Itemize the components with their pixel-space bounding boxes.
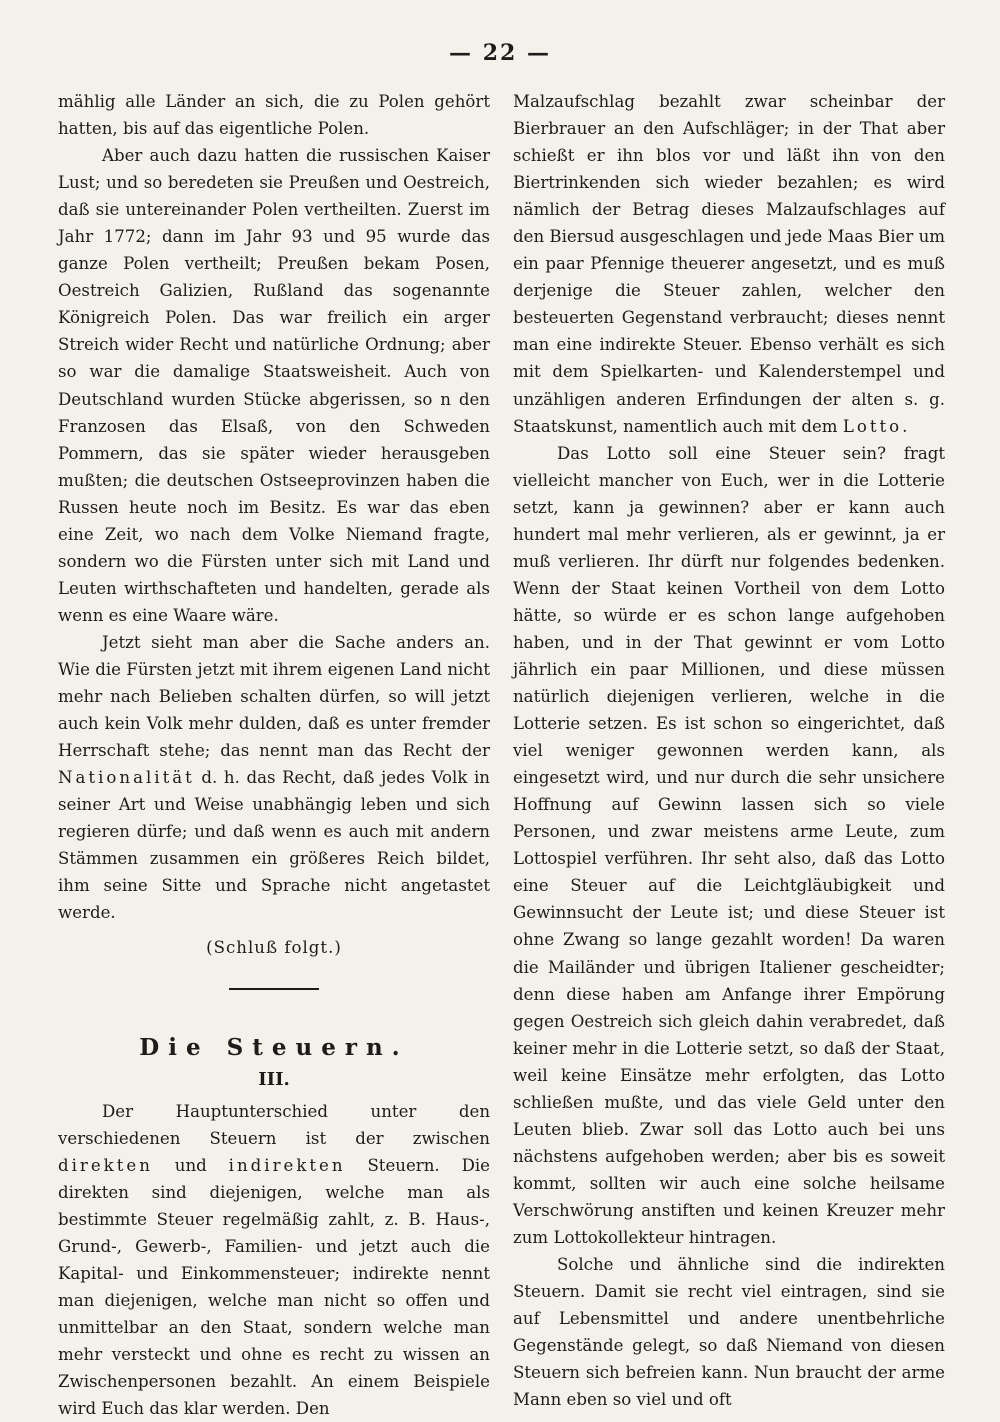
- paragraph-nationality: [58, 629, 490, 927]
- tax-types-und: und: [153, 1156, 229, 1175]
- nationality-term: Nationalität: [58, 768, 195, 787]
- term-direct: direkten: [58, 1156, 153, 1175]
- term-lotto: Lotto: [843, 417, 902, 436]
- paragraph-partition-of-poland: Aber auch dazu hatten die russischen Kaiser Lust; und so beredeten sie Preußen und Oestreich, daß sie untereinander Polen vertheilten. Zuerst im Jahr 1772; dann im Jahr 93 und 95 wurde das ganze Polen vertheilt; Preußen bekam Posen, Oestreich Galizien, Rußland das sogenannte Königreich Polen. Das war freilich ein arger Streich wider Recht und natürliche Ordnung; aber so war die damalige Staatsweisheit. Auch von Deutschland wurden Stücke abgerissen, so n den Franzosen das Elsaß, von den Schweden Pommern, das sie später wieder herausgeben mußten; die deutschen Ostseeprovinzen haben die Russen heute noch im Besitz. Es war das eben eine Zeit, wo nach dem Volke Niemand fragte, sondern wo die Fürsten unter sich mit Land und Leuten wirthschafteten und handelten, gerade als wenn es eine Waare wäre.: [58, 142, 490, 629]
- tax-types-text-a: Der Hauptunterschied unter den verschiedenen Steuern ist der zwischen: [58, 1102, 490, 1148]
- article-part-number: III.: [58, 1068, 490, 1092]
- to-be-continued-note: (Schluß folgt.): [58, 934, 490, 961]
- nationality-text-a: Jetzt sieht man aber die Sache anders an. Wie die Fürsten jetzt mit ihrem eigenen Land nicht mehr nach Belieben schalten dürfen, so will jetzt auch kein Volk mehr dulden, daß es unter fremder Herrschaft stehe; das nennt man das Recht der: [58, 633, 490, 760]
- section-divider: [229, 988, 319, 990]
- paragraph-lotto: Das Lotto soll eine Steuer sein? fragt vielleicht mancher von Euch, wer in die Lotterie setzt, kann ja gewinnen? aber er kann auch hundert mal mehr verlieren, als er gewinnt, ja er muß verlieren. Ihr dürft nur folgendes bedenken. Wenn der Staat keinen Vortheil von dem Lotto hätte, so würde er es schon lange aufgehoben haben, und in der That gewinnt er vom Lotto jährlich ein paar Millionen, und diese müssen natürlich diejenigen verlieren, welche in die Lotterie setzen. Es ist schon so eingerichtet, daß viel weniger gewonnen werden kann, als eingesetzt wird, und nur durch die sehr unsichere Hoffnung auf Gewinn lassen sich so viele Personen, und zwar meistens arme Leute, zum Lottospiel verführen. Ihr seht also, daß das Lotto eine Steuer auf die Leichtgläubigkeit und Gewinnsucht der Leute ist; und diese Steuer ist ohne Zwang so lange gezahlt worden! Da waren die Mailänder und übrigen Italiener gescheidter; denn diese haben am Anfange ihrer Empörung gegen Oestreich sich gleich dahin verabredet, daß keiner mehr in die Lotterie setzt, so daß der Staat, weil keine Einsätze mehr erfolgten, das Lotto schließen mußte, und das viele Geld unter den Leuten blieb. Zwar soll das Lotto auch bei uns nächstens aufgehoben werden; aber bis es soweit kommt, sollten wir auch eine solche heilsame Verschwörung anstiften und keinen Kreuzer mehr zum Lottokollekteur hintragen.: [513, 440, 945, 1251]
- right-column: [513, 88, 945, 1413]
- paragraph-poland-end: mählig alle Länder an sich, die zu Polen gehört hatten, bis auf das eigentliche Polen.: [58, 88, 490, 142]
- term-indirect: indirekten: [229, 1156, 346, 1175]
- tax-types-text-b: Steuern. Die direkten sind diejenigen, welche man als bestimmte Steuer regelmäßig zahlt, z. B. Haus-, Grund-, Gewerb-, Familien- und jetzt auch die Kapital- und Einkommensteuer; indirekte nennt man diejenigen, welche man nicht so offen und unmittelbar an den Staat, sondern welche man mehr versteckt und ohne es recht zu wissen an Zwischenpersonen bezahlt. An einem Beispiele wird Euch das klar werden. Den: [58, 1156, 490, 1418]
- paragraph-tax-types: [58, 1098, 490, 1422]
- article-heading: Die Steuern.: [58, 1034, 490, 1062]
- page-number: — 22 —: [0, 40, 1000, 66]
- paragraph-indirect-taxes: Solche und ähnliche sind die indirekten Steuern. Damit sie recht viel eintragen, sind sie auf Lebensmittel und andere unentbehrliche Gegenstände gelegt, so daß Niemand von diesen Steuern sich befreien kann. Nun braucht der arme Mann eben so viel und oft: [513, 1251, 945, 1413]
- malt-tax-end: .: [902, 417, 907, 436]
- left-column: [58, 88, 490, 1422]
- malt-tax-text: Malzaufschlag bezahlt zwar scheinbar der Bierbrauer an den Aufschläger; in der That aber schießt er ihn blos vor und läßt ihn von den Biertrinkenden sich wieder bezahlen; es wird nämlich der Betrag dieses Malzaufschlages auf den Biersud ausgeschlagen und jede Maas Bier um ein paar Pfennige theuerer angesetzt, und es muß derjenige die Steuer zahlen, welcher den besteuerten Gegenstand verbraucht; dieses nennt man eine indirekte Steuer. Ebenso verhält es sich mit dem Spielkarten- und Kalenderstempel und unzähligen anderen Erfindungen der alten s. g. Staatskunst, namentlich auch mit dem: [513, 92, 945, 436]
- nationality-text-b: d. h. das Recht, daß jedes Volk in seiner Art und Weise unabhängig leben und sich regieren dürfe; und daß wenn es auch mit andern Stämmen zusammen ein größeres Reich bildet, ihm seine Sitte und Sprache nicht angetastet werde.: [58, 768, 490, 922]
- paragraph-malt-tax: [513, 88, 945, 440]
